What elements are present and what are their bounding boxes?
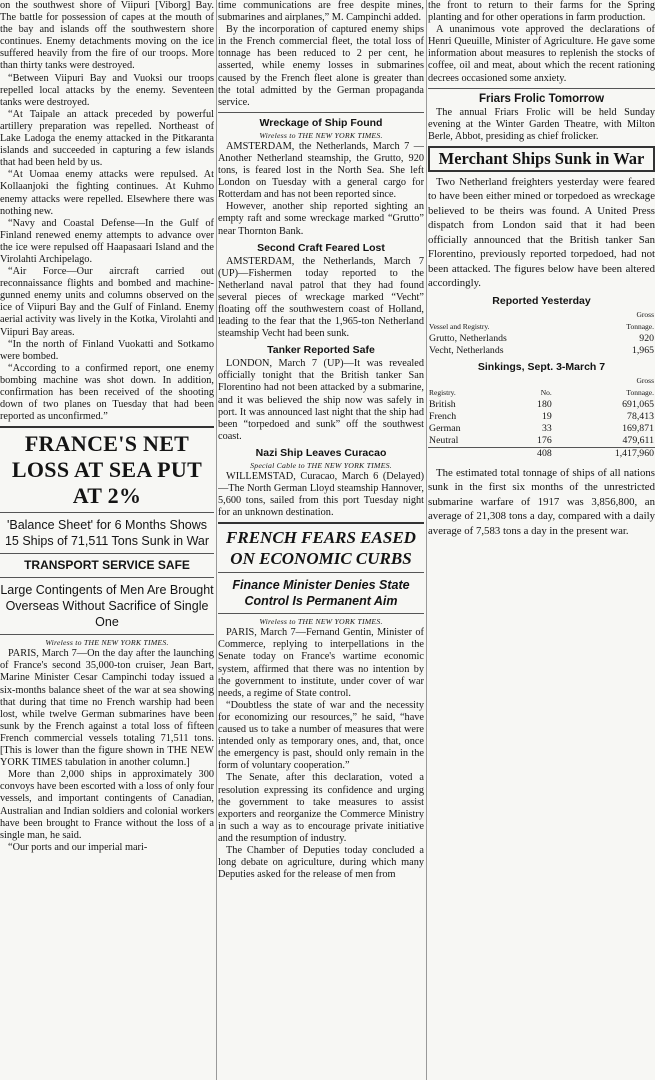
- france-byline: Wireless to THE NEW YORK TIMES.: [45, 638, 169, 648]
- fears-deck: Finance Minister Denies State Control Is Permanent Aim: [232, 578, 410, 609]
- table-row: Vecht, Netherlands 1,965: [429, 344, 654, 356]
- france-story-3: “Our ports and our imperial mari-: [8, 841, 148, 853]
- second-craft-headline: Second Craft Feared Lost: [257, 241, 385, 254]
- finland-para-1: on the southwest shore of Viipuri [Viborg] Bay. The battle for possession of capes at the mouth of the bay and islands off the southwestern shore continues. Enemy detachments moving on the ice suffered heavily from the fire of our troops. More than thirty tanks were destroyed.: [0, 0, 214, 72]
- table-header: Gross: [636, 375, 654, 385]
- column-middle: [218, 0, 424, 1080]
- divider: [0, 577, 214, 578]
- divider: [218, 522, 424, 524]
- fears-byline: Wireless to THE NEW YORK TIMES.: [259, 617, 383, 627]
- table-header: Registry.: [429, 387, 456, 397]
- france-deck-3: Large Contingents of Men Are Brought Overseas Without Sacrifice of Single One: [0, 583, 214, 630]
- merchant-ships-headline: Merchant Ships Sunk in War: [428, 146, 655, 172]
- agri-para-2: A unanimous vote approved the declarations of Henri Queuille, Minister of Agriculture. He gave some information about measures to replenish the stocks of coffee, oil and meat, about which the recent rationing decrees occasioned some anxiety.: [428, 24, 655, 84]
- column-right: [428, 0, 655, 1080]
- column-rule: [426, 0, 427, 1080]
- divider: [428, 88, 655, 89]
- table-row: French 19 78,413: [429, 410, 654, 422]
- wreckage-para-2: However, another ship reported sighting an empty raft and some wreckage marked “Grutto” near Thornton Bank.: [218, 201, 424, 237]
- france-deck-1: 'Balance Sheet' for 6 Months Shows 15 Ships of 71,511 Tons Sunk in War: [4, 518, 210, 549]
- nazi-ship-headline: Nazi Ship Leaves Curacao: [255, 446, 387, 459]
- table-row: Neutral 176 479,611: [429, 434, 654, 446]
- merchant-ships-para: Two Netherland freighters yesterday were feared to have been either mined or torpedoed as wreckage believed to be theirs was found. A United Press dispatch from London said that it had been officially announced that the British tanker San Florentino, previously reported torpedoed, had not been attacked. The figures below have been altered accordingly.: [428, 175, 655, 290]
- friars-headline: Friars Frolic Tomorrow: [478, 92, 605, 105]
- divider: [218, 112, 424, 113]
- sinkings-table: [428, 375, 655, 460]
- navy-para-2: By the incorporation of captured enemy ships in the French commercial fleet, the total loss of tonnage has been reduced to 2 per cent, he asserted, while enemy losses in submarines caused by the French fleet alone is greater than the total admitted by the German propaganda service.: [218, 24, 424, 108]
- fears-para-3: The Senate, after this declaration, voted a resolution expressing its confidence and urging the government to take measures to assist exporters and reorganize the Commerce Ministry in such a way as to encourage private initiative and the resumption of industry.: [218, 772, 424, 844]
- navy-para-1: time communications are free despite mines, submarines and airplanes,” M. Campinchi added.: [218, 0, 424, 24]
- table-row: British 180 691,065: [429, 398, 654, 410]
- wreckage-byline: Wireless to THE NEW YORK TIMES.: [259, 130, 383, 140]
- finland-para-3: “At Taipale an attack preceded by powerful artillery preparation was repelled. Northeast of Lake Ladoga the enemy attacked in the Pitkaranta islands and succeeded in capturing a few islands that had been held by us.: [0, 108, 214, 169]
- divider: [0, 634, 214, 635]
- finland-para-8: “According to a confirmed report, one enemy bombing machine was shot down. In addition, confirmation has been received of the shooting down of two planes on Tuesday that had been reported as unconfirmed.”: [0, 362, 214, 423]
- finland-para-5: “Navy and Coastal Defense—In the Gulf of Finland renewed enemy attempts to advance over the ice were repulsed off Haapasaari Island and the Virolahti Archipelago.: [0, 217, 214, 265]
- fears-para-2: “Doubtless the state of war and the necessity for economizing our resources,” he said, “have caused us to take a number of measures that were intended only as temporary ones, and, that, once the emergency is past, should only remain in the form of voluntary cooperation.”: [218, 699, 424, 772]
- table-row: Grutto, Netherlands 920: [429, 332, 654, 344]
- column-rule: [216, 0, 217, 1080]
- reported-table: [428, 309, 655, 357]
- agri-para-1: the front to return to their farms for the Spring planting and for other operations in farm production.: [428, 0, 655, 24]
- tanker-para: LONDON, March 7 (UP)—It was revealed officially tonight that the British tanker San Florentino had not been attacked by a submarine, and it was believed the ship now was safely in port. It was announced last night that the ship had been “torpedoed and sunk” off the southwest coast.: [218, 358, 424, 442]
- reported-yesterday-headline: Reported Yesterday: [492, 294, 591, 307]
- table-header: No.: [540, 387, 552, 397]
- wreckage-headline: Wreckage of Ship Found: [259, 116, 383, 129]
- nazi-ship-para: WILLEMSTAD, Curacao, March 6 (Delayed)—The North German Lloyd steamship Hannover, 5,600 tons, sailed from this port Tuesday night for an unknown destination.: [218, 470, 424, 519]
- divider: [218, 613, 424, 614]
- divider: [0, 512, 214, 513]
- friars-para: The annual Friars Frolic will be held Sunday evening at the Winter Garden Theatre, with Milton Berle, Abbot, presiding as chief frolicker.: [428, 106, 655, 142]
- table-header: Vessel and Registry.: [429, 321, 490, 331]
- wreckage-para-1: AMSTERDAM, the Netherlands, March 7 — Another Netherland steamship, the Grutto, 920 tons, is feared lost in the North Sea. She left London on Tuesday with a general cargo for Rotterdam and has not been reported since.: [218, 140, 424, 201]
- divider: [0, 426, 214, 428]
- france-headline: FRANCE'S NET LOSS AT SEA PUT AT 2%: [11, 431, 203, 509]
- nazi-ship-byline: Special Cable to THE NEW YORK TIMES.: [250, 460, 392, 470]
- column-left: [0, 0, 214, 1080]
- finland-para-6: “Air Force—Our aircraft carried out reconnaissance flights and bombed and machine-gunned enemy units and columns observed on the ice of Viipuri Bay and the Gulf of Finland. Enemy aerial activity was lively in the Kotka, Virolahti and Viipuri Bay areas.: [0, 266, 214, 338]
- finland-para-2: “Between Viipuri Bay and Vuoksi our troops repelled local attacks by the enemy. Seventeen tanks were destroyed.: [0, 72, 214, 108]
- table-row: German 33 169,871: [429, 422, 654, 434]
- table-header: Tonnage.: [626, 321, 654, 331]
- divider: [218, 572, 424, 573]
- fears-para-4: The Chamber of Deputies today concluded a long debate on agriculture, during which many Deputies asked for the release of men from: [218, 844, 424, 881]
- fears-headline: FRENCH FEARS EASED ON ECONOMIC CURBS: [226, 528, 416, 569]
- divider: [0, 553, 214, 554]
- table-header: Gross: [636, 309, 654, 319]
- finland-para-7: “In the north of Finland Vuokatti and Sotkamo were bombed.: [0, 338, 214, 362]
- france-story-2: More than 2,000 ships in approximately 300 convoys have been escorted with a loss of only four vessels, and important contingents of Canadian, Australian and Indian soldiers and colonial workers have been brought to France without the loss of a single man, he said.: [0, 769, 214, 841]
- sinkings-headline: Sinkings, Sept. 3-March 7: [477, 360, 606, 373]
- fears-para-1: PARIS, March 7—Fernand Gentin, Minister of Commerce, replying to interpellations in the Senate today on France's wartime economic system, affirmed that there was no intention by the government to institute, under cover of war needs, a regime of State control.: [218, 627, 424, 699]
- france-story-1: PARIS, March 7—On the day after the launching of France's second 35,000-ton cruiser, Jean Bart, Marine Minister Cesar Campinchi today issued a six-months balance sheet of the war at sea showing that during that time no French warship had been lost, while twelve German submarines have been sunk by the French against a total loss of fifteen French commercial vessels totaling 71,511 tons. [This is lower than the figure shown in THE NEW YORK TIMES tabulation in another column.]: [0, 648, 214, 769]
- tanker-headline: Tanker Reported Safe: [267, 344, 375, 357]
- second-craft-para: AMSTERDAM, the Netherlands, March 7 (UP)—Fishermen today reported to the Netherland naval patrol that they had found several pieces of wreckage marked “Vecht” floating off the southwestern coast of Holland, leading to the fear that the 1,965-ton Netherland steamship Vecht had been sunk.: [218, 255, 424, 340]
- table-header: Tonnage.: [626, 387, 654, 397]
- table-total-row: 408 1,417,960: [428, 447, 655, 460]
- closing-para: The estimated total tonnage of ships of all nations sunk in the first six months of the unrestricted submarine warfare of 1917 was 3,856,800, an average of 21,308 tons a day, compared with a daily average of 7,583 tons a day in the present war.: [428, 466, 655, 537]
- finland-para-4: “At Uomaa enemy attacks were repulsed. At Kollaanjoki the fighting continues. At Kuhmo enemy attacks were repelled. Elsewhere there was nothing new.: [0, 169, 214, 217]
- france-deck-2: TRANSPORT SERVICE SAFE: [24, 558, 190, 573]
